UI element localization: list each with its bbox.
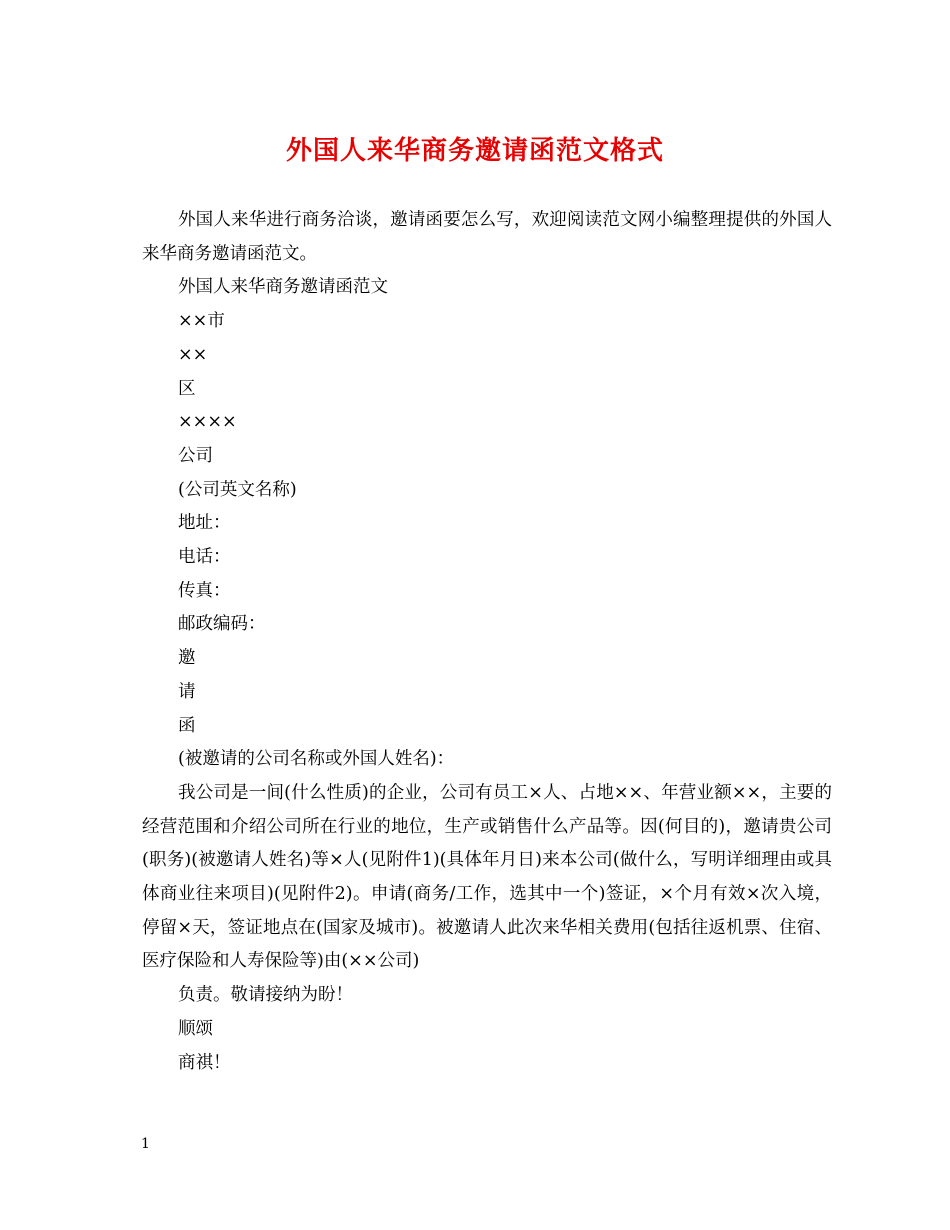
invitation-char-3: 函 (178, 715, 196, 736)
recipient-line: (被邀请的公司名称或外国人姓名)： (178, 749, 455, 770)
district-line: 区 (178, 378, 196, 399)
main-paragraph: 我公司是一间(什么性质)的企业，公司有员工×人、占地××、年营业额××，主要的经营范围和介绍公司所在行业的地位，生产或销售什么产品等。因(何目的)，邀请贵公司(职务)(被邀请人姓名)等×人(见附件1)(具体年月日)来本公司(做什么，写明详细理由或具体商业往来项目)(见附件2)。申请(商务/工作，选其中一个)签证，×个月有效×次入境，停留×天，签证地点在(国家及城市)。被邀请人此次来华相关费用(包括往返机票、住宿、医疗保险和人寿保险等)由(××公司) (142, 782, 832, 972)
address-line: 地址： (178, 513, 231, 534)
company-english-name-line: (公司英文名称) (178, 479, 297, 500)
fax-line: 传真： (178, 580, 231, 601)
letter-heading: 外国人来华商务邀请函范文 (178, 277, 388, 298)
district-placeholder-line: ×× (178, 344, 208, 365)
phone-line: 电话： (178, 547, 231, 568)
page-number: 1 (141, 1136, 150, 1152)
company-placeholder-line: ×××× (178, 412, 237, 433)
intro-paragraph: 外国人来华进行商务洽谈，邀请函要怎么写，欢迎阅读范文网小编整理提供的外国人来华商务邀请函范文。 (142, 210, 832, 264)
postal-code-line: 邮政编码： (178, 614, 266, 635)
closing-line-2: 顺颂 (178, 1018, 213, 1039)
closing-line-1: 负责。敬请接纳为盼！ (178, 985, 353, 1006)
document-body (142, 204, 832, 1080)
document-title: 外国人来华商务邀请函范文格式 (285, 136, 664, 166)
invitation-char-1: 邀 (178, 648, 196, 669)
city-line: ××市 (178, 311, 225, 332)
closing-line-3: 商祺！ (178, 1052, 231, 1073)
invitation-char-2: 请 (178, 681, 196, 702)
company-line: 公司 (178, 445, 213, 466)
